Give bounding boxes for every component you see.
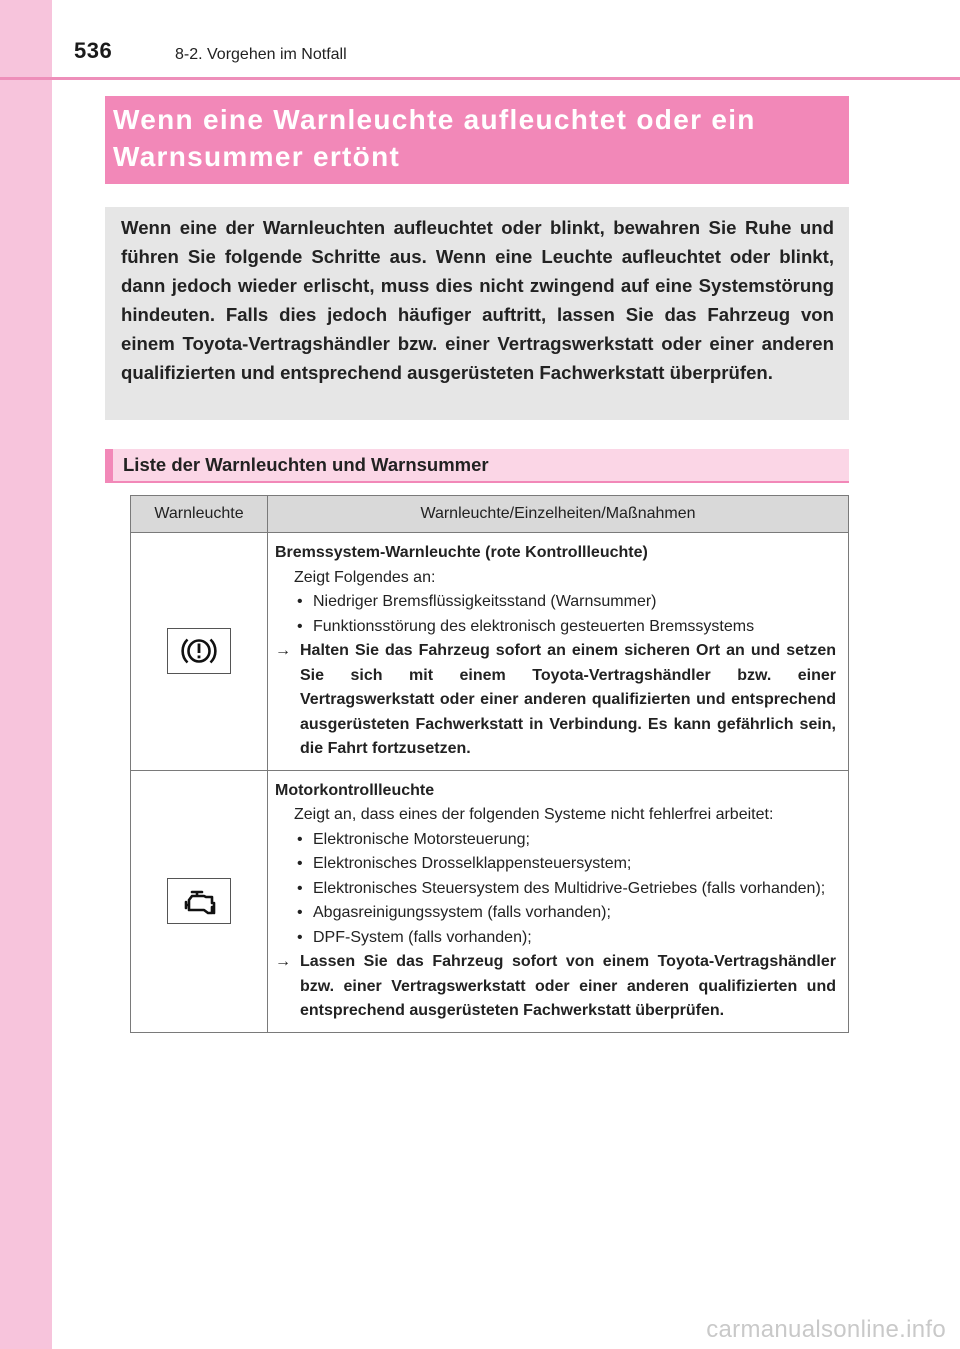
arrow-icon: → (275, 953, 291, 970)
brake-warning-icon (167, 628, 231, 674)
item-intro: Zeigt an, dass eines der folgenden Systeme nicht fehlerfrei arbeitet: (294, 806, 774, 823)
item-intro: Zeigt Folgendes an: (294, 568, 436, 586)
page-title-line-1: Wenn eine Warnleuchte aufleuchtet oder ein (113, 104, 756, 135)
table-row (131, 770, 849, 1032)
action-instruction (275, 639, 836, 762)
list-item: • Abgasreinigungssystem (falls vorhanden); (294, 901, 836, 926)
page-number: 536 (74, 38, 113, 63)
engine-check-icon (167, 878, 231, 924)
list-item: • Elektronisches Steuersystem des Multidrive-Getriebes (falls vorhanden); (294, 877, 836, 902)
action-text: Halten Sie das Fahrzeug sofort an einem sicheren Ort an und setzen Sie sich mit einem Toyota-Vertragshändler bzw. einer Vertragswerkstatt oder einer anderen qualifizierten und entsprechend ausgerüsteten Fachwerkstatt in Verbindung. Es kann gefährlich sein, die Fahrt fortzusetzen. (300, 642, 836, 757)
list-item: • Funktionsstörung des elektronisch gesteuerten Bremssystems (294, 615, 836, 640)
header-divider (0, 77, 960, 80)
arrow-icon: → (275, 642, 291, 659)
details-cell (268, 533, 849, 771)
item-title: Bremssystem-Warnleuchte (rote Kontrollleuchte) (275, 544, 648, 561)
column-header-details: Warnleuchte/Einzelheiten/Maßnahmen (268, 496, 849, 533)
item-title: Motorkontrollleuchte (275, 781, 435, 799)
icon-cell (131, 770, 268, 1032)
action-instruction (275, 950, 836, 1024)
list-item: • DPF-System (falls vorhanden); (294, 926, 836, 951)
column-header-warning-light: Warnleuchte (131, 496, 268, 533)
watermark: carmanualsonline.info (706, 1316, 946, 1343)
section-label: 8-2. Vorgehen im Notfall (175, 46, 347, 63)
details-cell (268, 770, 849, 1032)
list-item: • Elektronisches Drosselklappensteuersystem; (294, 852, 836, 877)
bullet-list (275, 590, 836, 639)
icon-cell (131, 533, 268, 771)
list-item: • Elektronische Motorsteuerung; (294, 828, 836, 853)
side-margin-band (0, 0, 52, 1349)
table-row (131, 533, 849, 771)
intro-box (105, 207, 849, 420)
page-title-box (105, 96, 849, 184)
page-title (113, 101, 841, 175)
page-title-line-2: Warnsummer ertönt (113, 141, 401, 172)
intro-text: Wenn eine der Warnleuchten aufleuchtet oder blinkt, bewahren Sie Ruhe und führen Sie folgende Schritte aus. Wenn eine Leuchte aufleuchtet oder blinkt, dann jedoch wieder erlischt, muss dies nicht zwingend auf eine Systemstörung hindeuten. Falls dies jedoch häufiger auftritt, lassen Sie das Fahrzeug von einem Toyota-Vertragshändler bzw. einer Vertragswerkstatt oder einer anderen qualifizierten und entsprechend ausgerüsteten Fachwerkstatt überprüfen. (121, 217, 834, 383)
bullet-list (275, 828, 836, 951)
list-heading (105, 449, 849, 483)
list-item: • Niedriger Bremsflüssigkeitsstand (Warnsummer) (294, 590, 836, 615)
table-header-row (131, 496, 849, 533)
list-heading-text: Liste der Warnleuchten und Warnsummer (123, 454, 489, 475)
action-text: Lassen Sie das Fahrzeug sofort von einem Toyota-Vertragshändler bzw. einer Vertragswerkstatt oder einer anderen qualifizierten und entsprechend ausgerüsteten Fachwerkstatt überprüfen. (300, 953, 836, 1019)
warning-light-table (130, 495, 849, 1033)
